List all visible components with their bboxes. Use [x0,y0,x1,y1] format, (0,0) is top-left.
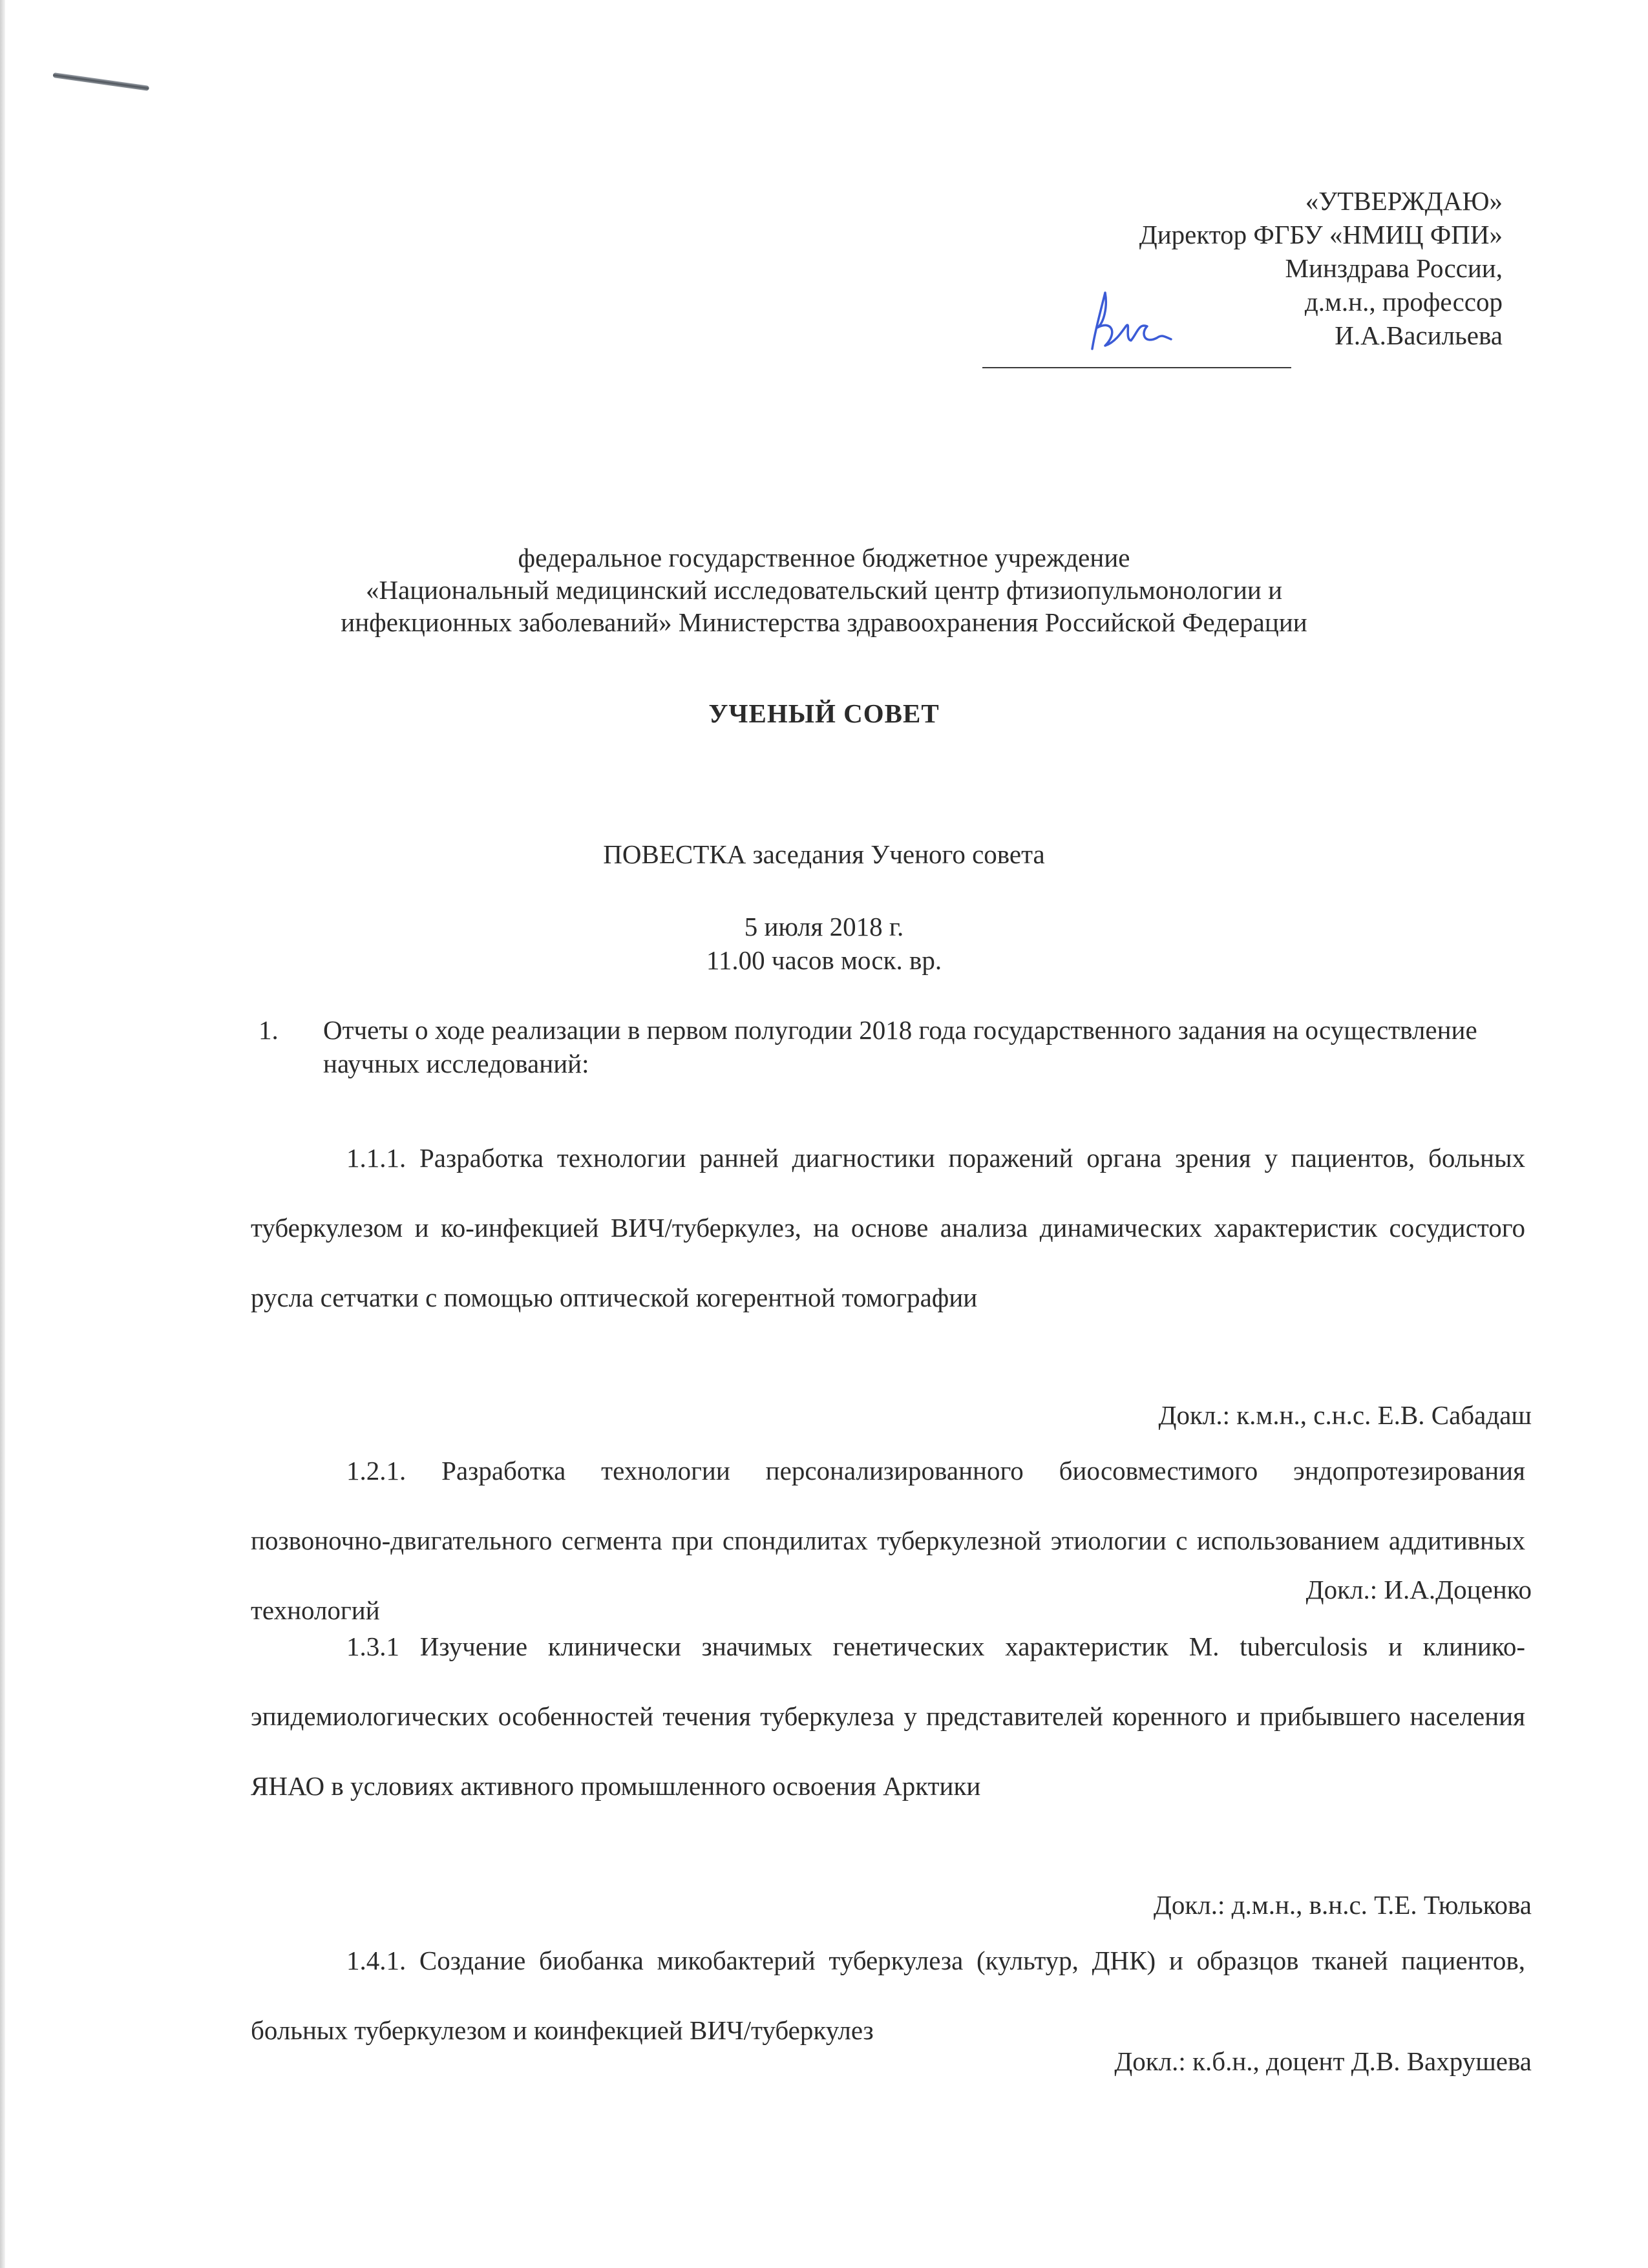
reporter-1-4-1: Докл.: к.б.н., доцент Д.В. Вахрушева [1114,2046,1532,2076]
organization-header [0,541,1648,638]
organization-line-2: «Национальный медицинский исследовательский центр фтизиопульмонологии и [365,575,1283,605]
meeting-time: 11.00 часов моск. вр. [706,945,942,975]
approval-ministry: Минздрава России, [1285,253,1503,283]
agenda-item-number: 1. [259,1015,279,1045]
scan-edge [0,0,5,2268]
reporter-1-2-1: Докл.: И.А.Доценко [1305,1575,1532,1604]
subitem-1-3-1: 1.3.1 Изучение клинически значимых генетических характеристик M. tuberculosis и клинико-эпидемиологических особенностей течения туберкулеза у представителей коренного и прибывшего населения ЯНАО в условиях активного промышленного освоения Арктики [251,1632,1525,1801]
approval-stamp: «УТВЕРЖДАЮ» [1305,186,1503,216]
meeting-datetime [0,910,1648,977]
subitem-1-2-1: 1.2.1. Разработка технологии персонализированного биосовместимого эндопротезирования позвоночно-двигательного сегмента при спондилитах туберкулезной этиологии с использованием аддитивных технологий [251,1456,1525,1625]
reporter-1-1-1: Докл.: к.м.н., с.н.с. Е.В. Сабадаш [1158,1400,1532,1430]
signature-icon [1086,288,1176,352]
signature-line [982,367,1291,368]
approval-position: Директор ФГБУ «НМИЦ ФПИ» [1139,220,1503,249]
organization-line-1: федеральное государственное бюджетное учреждение [518,543,1130,572]
council-title: УЧЕНЫЙ СОВЕТ [708,698,940,728]
organization-line-3: инфекционных заболеваний» Министерства здравоохранения Российской Федерации [341,607,1307,637]
subitem-1-1-1: 1.1.1. Разработка технологии ранней диагностики поражений органа зрения у пациентов, больных туберкулезом и ко-инфекцией ВИЧ/туберкулез, на основе анализа динамических характеристик сосудистого русла сетчатки с помощью оптической когерентной томографии [251,1143,1525,1312]
agenda-title: ПОВЕСТКА заседания Ученого совета [603,839,1045,869]
agenda-item-text: Отчеты о ходе реализации в первом полугодии 2018 года государственного задания на осуществление научных исследований: [323,1015,1477,1078]
staple-mark [52,72,149,91]
approval-block [1139,184,1503,352]
agenda-item-1 [259,1013,1525,1080]
approval-name: И.А.Васильева [1335,320,1503,350]
approval-degree: д.м.н., профессор [1304,287,1503,317]
reporter-1-3-1: Докл.: д.м.н., в.н.с. Т.Е. Тюлькова [1153,1890,1532,1920]
meeting-date: 5 июля 2018 г. [744,912,904,941]
subitem-1-4-1: 1.4.1. Создание биобанка микобактерий туберкулеза (культур, ДНК) и образцов тканей пациентов, больных туберкулезом и коинфекцией ВИЧ/туберкулез [251,1946,1525,2045]
